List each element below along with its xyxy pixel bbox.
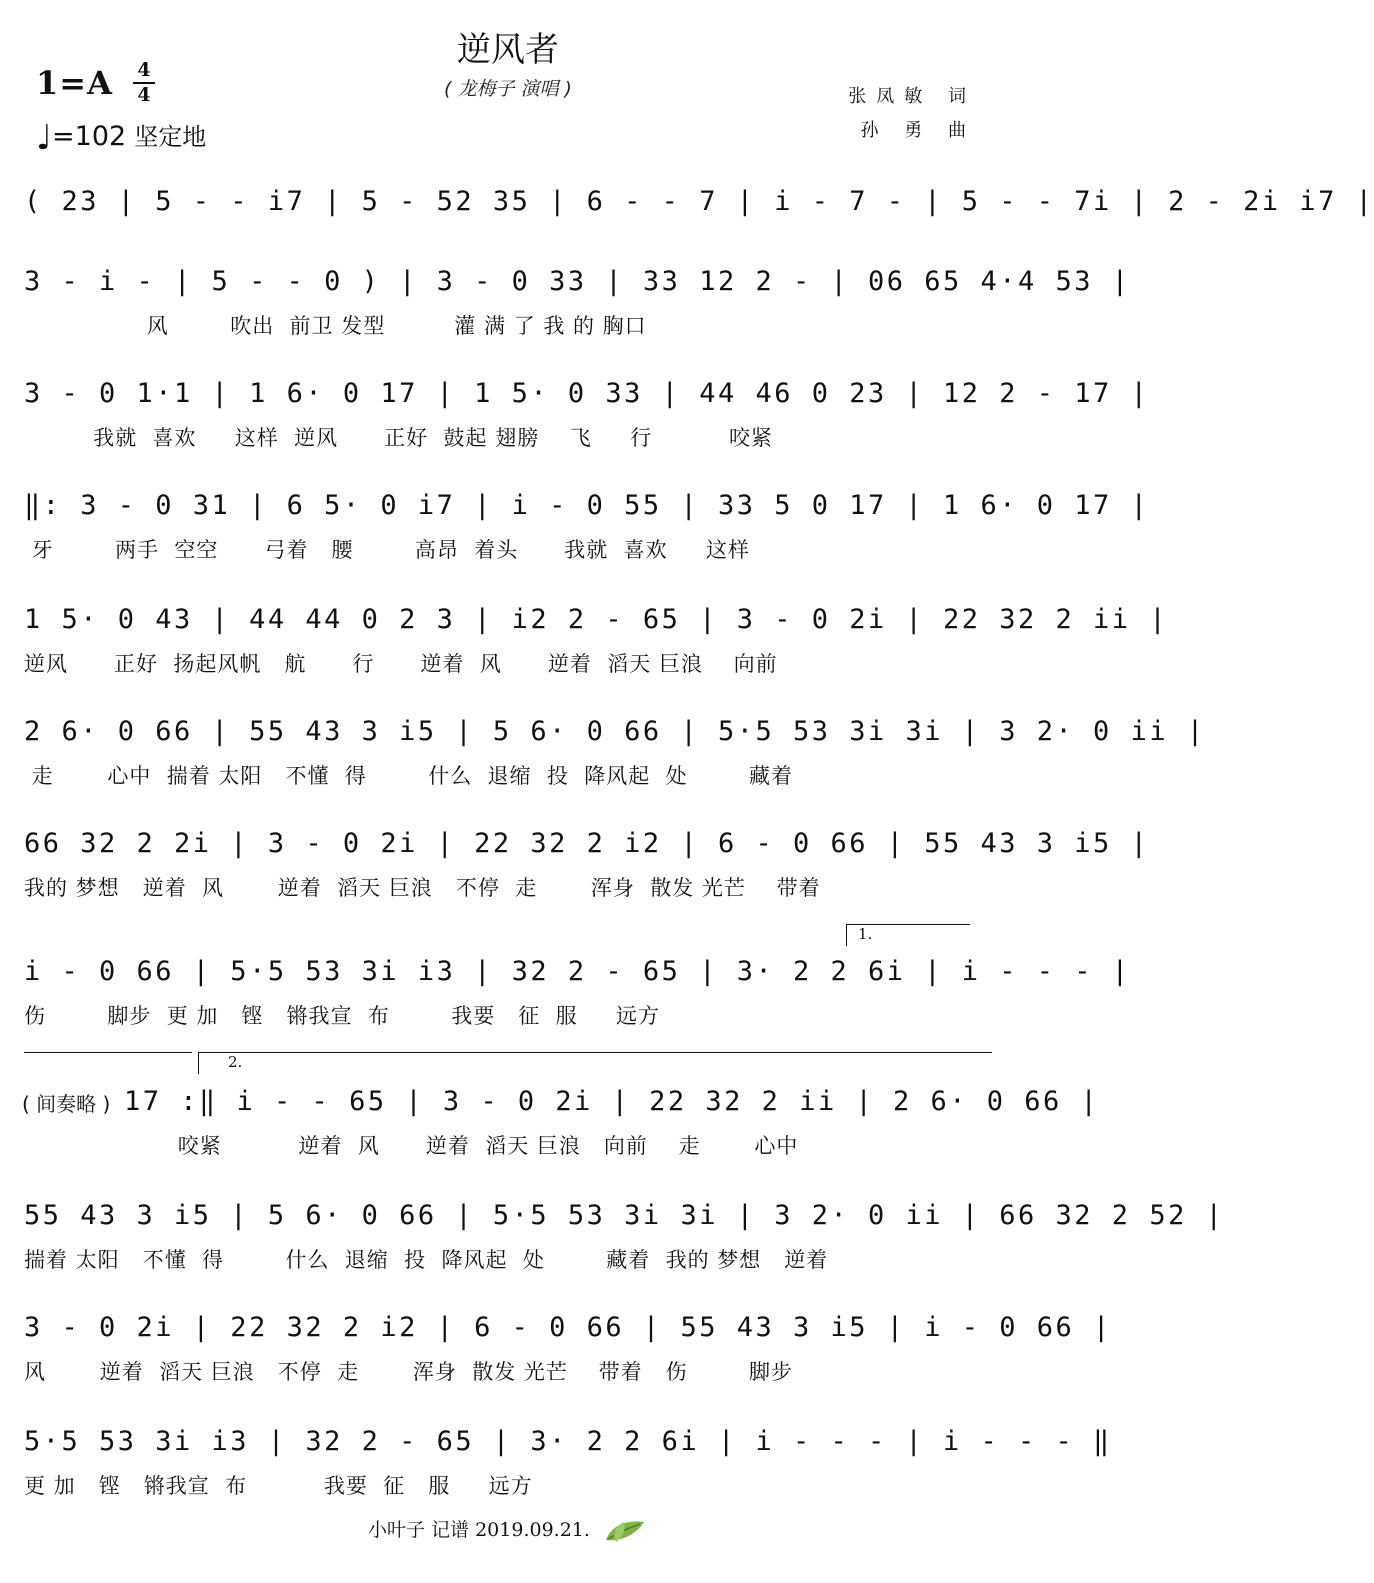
notation-line: 1 5· 0 43 | 44 44 0 2 3 | i2 2 - 65 | 3 - 0 2i | 22 32 2 ii | (24, 604, 1169, 635)
quarter-note-icon: ♩ (36, 118, 53, 158)
transcriber-footer (0, 1515, 1016, 1544)
notation-line: ( 23 | 5 - - i7 | 5 - 52 35 | 6 - - 7 | i - 7 - | 5 - - 7i | 2 - 2i i7 | (24, 186, 1374, 217)
notation-line: ‖: 3 - 0 31 | 6 5· 0 i7 | i - 0 55 | 33 5 0 17 | 1 6· 0 17 | (24, 490, 1150, 521)
lyrics-line: 牙 两手 空空 弓着 腰 高昂 着头 我就 喜欢 这样 (24, 538, 751, 562)
lyrics-line: 我就 喜欢 这样 逆风 正好 鼓起 翅膀 飞 行 咬紧 (24, 426, 774, 450)
lyrics-line: 咬紧 逆着 风 逆着 滔天 巨浪 向前 走 心中 (124, 1134, 799, 1158)
leaf-icon (602, 1518, 648, 1544)
notation-line: 3 - i - | 5 - - 0 ) | 3 - 0 33 | 33 12 2 - | 06 65 4·4 53 | (24, 266, 1131, 297)
lyrics-line: 走 心中 揣着 太阳 不懂 得 什么 退缩 投 降风起 处 藏着 (24, 764, 794, 788)
time-signature-top: 4 (137, 59, 151, 81)
lyrics-line: 逆风 正好 扬起风帆 航 行 逆着 风 逆着 滔天 巨浪 向前 (24, 652, 778, 676)
lyricist-credit: 张凤敏 词 (848, 86, 976, 107)
volta-bracket-2 (198, 1052, 992, 1053)
key-signature: 1=A (36, 64, 113, 102)
composer-credit: 孙 勇 曲 (860, 120, 976, 141)
lyrics-line: 揣着 太阳 不懂 得 什么 退缩 投 降风起 处 藏着 我的 梦想 逆着 (24, 1248, 829, 1272)
time-signature-bottom: 4 (137, 84, 151, 106)
interlude-note: ( 间奏略 ) (22, 1092, 111, 1116)
notation-line: 55 43 3 i5 | 5 6· 0 66 | 5·5 53 3i 3i | 3 2· 0 ii | 66 32 2 52 | (24, 1200, 1225, 1231)
tempo-expression: 坚定地 (134, 123, 207, 151)
lyrics-line: 更 加 铿 锵我宣 布 我要 征 服 远方 (24, 1474, 533, 1498)
notation-line: 2 6· 0 66 | 55 43 3 i5 | 5 6· 0 66 | 5·5 53 3i 3i | 3 2· 0 ii | (24, 716, 1206, 747)
time-signature (133, 60, 155, 106)
lyrics-line: 伤 脚步 更 加 铿 锵我宣 布 我要 征 服 远方 (24, 1004, 660, 1028)
volta-bracket-1-end (24, 1052, 192, 1053)
tempo-marking (36, 114, 207, 158)
singer-credit: ( 龙梅子 演唱 ) (444, 78, 572, 100)
footer-text: 小叶子 记谱 2019.09.21. (368, 1519, 590, 1541)
notation-line: 66 32 2 2i | 3 - 0 2i | 22 32 2 i2 | 6 - 0 66 | 55 43 3 i5 | (24, 828, 1150, 859)
credits (848, 80, 976, 148)
notation-line: 17 :‖ i - - 65 | 3 - 0 2i | 22 32 2 ii | 2 6· 0 66 | (124, 1086, 1100, 1117)
notation-line: 5·5 53 3i i3 | 32 2 - 65 | 3· 2 2 6i | i - - - | i - - - ‖ (24, 1426, 1112, 1457)
lyrics-line: 风 吹出 前卫 发型 灌 满 了 我 的 胸口 (24, 314, 647, 338)
notation-line: i - 0 66 | 5·5 53 3i i3 | 32 2 - 65 | 3· 2 2 6i | i - - - | (24, 956, 1131, 987)
volta-hook-2 (198, 1052, 199, 1074)
song-title: 逆风者 (457, 30, 559, 70)
notation-line: 3 - 0 2i | 22 32 2 i2 | 6 - 0 66 | 55 43 3 i5 | i - 0 66 | (24, 1312, 1112, 1343)
tempo-value: =102 (52, 121, 127, 152)
volta-hook-1 (846, 924, 847, 946)
notation-line: 3 - 0 1·1 | 1 6· 0 17 | 1 5· 0 33 | 44 46 0 23 | 12 2 - 17 | (24, 378, 1150, 409)
lyrics-line: 我的 梦想 逆着 风 逆着 滔天 巨浪 不停 走 浑身 散发 光芒 带着 (24, 876, 821, 900)
volta-number-1: 1. (858, 925, 873, 943)
lyrics-line: 风 逆着 滔天 巨浪 不停 走 浑身 散发 光芒 带着 伤 脚步 (24, 1360, 794, 1384)
volta-number-2: 2. (228, 1053, 243, 1071)
